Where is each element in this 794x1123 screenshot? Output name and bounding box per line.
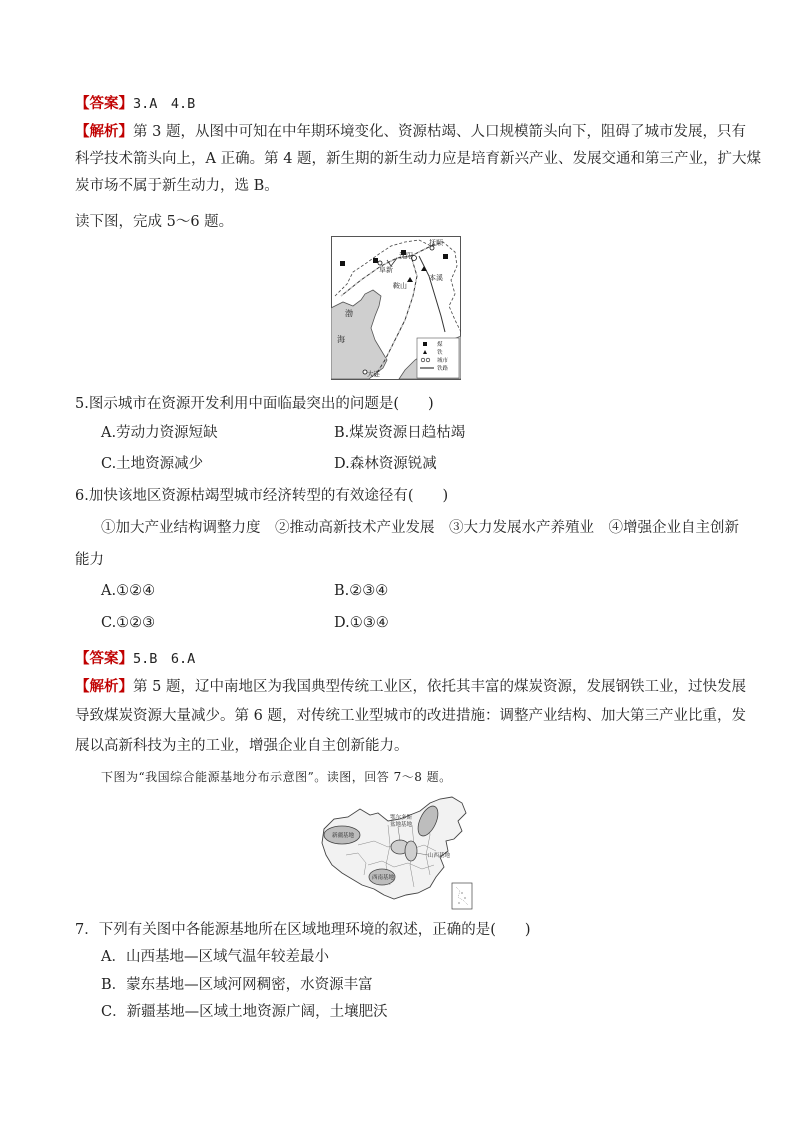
- legend-iron-label: 铁: [437, 350, 443, 356]
- anshan-label: 鞍山: [393, 282, 407, 290]
- q6-option-a[interactable]: A.①②④: [101, 583, 156, 599]
- china-energy-map-figure: [318, 795, 480, 913]
- q6-option-d[interactable]: D.①③④: [334, 615, 389, 631]
- shenyang-label: 沈阳: [399, 252, 413, 260]
- answer-tag: 【答案】: [75, 650, 133, 667]
- answer-value: 5.B 6.A: [133, 651, 196, 667]
- legend-city-symbol: [421, 358, 425, 362]
- q6-items: ①加大产业结构调整力度 ②推动高新技术产业发展 ③大力发展水产养殖业 ④增强企业自主创新: [101, 520, 739, 536]
- q7-option-a[interactable]: A．山西基地—区域气温年较差最小: [101, 949, 329, 965]
- coal-marker: [443, 254, 448, 259]
- coal-marker: [340, 261, 345, 266]
- fushun-label: 抚顺: [429, 239, 443, 247]
- bo-label: 渤: [345, 309, 353, 318]
- benxi-label: 本溪: [429, 274, 443, 282]
- answer-line-5-6: [75, 650, 195, 668]
- answer-line-3-4: [75, 95, 195, 113]
- dalian-label: 大连: [367, 370, 380, 378]
- south-china-sea-inset: [452, 883, 472, 909]
- question-7-stem: 7．下列有关图中各能源基地所在区域地理环境的叙述，正确的是( ): [75, 922, 531, 938]
- question-6-stem: 6.加快该地区资源枯竭型城市经济转型的有效途径有( ): [75, 488, 449, 504]
- q5-option-b[interactable]: B.煤炭资源日趋枯竭: [334, 425, 466, 441]
- explanation-line: 科学技术箭头向上，A 正确。第 4 题，新生期的新生动力应是培育新兴产业、发展交通和第三产业，扩大煤: [75, 151, 762, 167]
- q6-option-c[interactable]: C.①②③: [101, 615, 156, 631]
- legend-railway-label: 铁路: [437, 366, 449, 372]
- question-intro: 读下图，完成 5～6 题。: [75, 214, 234, 230]
- question-5-stem: 5.图示城市在资源开发利用中面临最突出的问题是( ): [75, 396, 434, 412]
- shanxi-base: [405, 841, 417, 861]
- legend-coal-label: 煤: [437, 342, 443, 348]
- liaoning-map-figure: [331, 236, 461, 380]
- southwest-label: 西南基地: [372, 875, 395, 881]
- question-intro: 下图为“我国综合能源基地分布示意图”。读图，回答 7～8 题。: [101, 770, 452, 784]
- explanation-line: [75, 678, 746, 696]
- china-energy-map: [318, 795, 480, 913]
- explanation-line: 展以高新科技为主的工业，增强企业自主创新能力。: [75, 738, 409, 754]
- q6-items-cont: 能力: [75, 552, 104, 568]
- explanation-line: [75, 123, 746, 141]
- coal-marker: [373, 258, 378, 263]
- ordos-label-line2: 盆地基地: [390, 822, 413, 828]
- answer-value: 3.A 4.B: [133, 96, 196, 112]
- legend-coal-symbol: [423, 342, 427, 346]
- explanation-line: 导致煤炭资源大量减少。第 6 题，对传统工业型城市的改进措施：调整产业结构、加大第三产业比重，发: [75, 708, 746, 724]
- answer-tag: 【答案】: [75, 95, 133, 112]
- fuxin-label: 阜新: [379, 266, 393, 274]
- liaoning-map: [331, 236, 461, 380]
- city-marker: [378, 261, 382, 265]
- q7-option-b[interactable]: B．蒙东基地—区域河网稠密，水资源丰富: [101, 977, 373, 993]
- q5-option-c[interactable]: C.土地资源减少: [101, 456, 204, 472]
- legend-city-label: 城市: [437, 358, 449, 364]
- q5-option-d[interactable]: D.森林资源锐减: [334, 456, 437, 472]
- xinjiang-label: 新疆基地: [332, 833, 355, 839]
- explanation-tag: 【解析】: [75, 678, 133, 695]
- q6-option-b[interactable]: B.②③④: [334, 583, 389, 599]
- explanation-text: 第 5 题，辽中南地区为我国典型传统工业区，依托其丰富的煤炭资源，发展钢铁工业，过快发展: [133, 679, 746, 695]
- shanxi-label: 山西基地: [428, 853, 451, 859]
- q7-option-c[interactable]: C．新疆基地—区域土地资源广阔，土壤肥沃: [101, 1004, 388, 1020]
- explanation-text: 第 3 题，从图中可知在中年期环境变化、资源枯竭、人口规模箭头向下，阻碍了城市发展，只有: [133, 124, 746, 140]
- ordos-label-line1: 鄂尔多斯: [390, 815, 413, 821]
- explanation-line: 炭市场不属于新生动力，选 B。: [75, 178, 279, 194]
- q5-option-a[interactable]: A.劳动力资源短缺: [101, 425, 218, 441]
- explanation-tag: 【解析】: [75, 123, 133, 140]
- hai-label: 海: [337, 335, 345, 344]
